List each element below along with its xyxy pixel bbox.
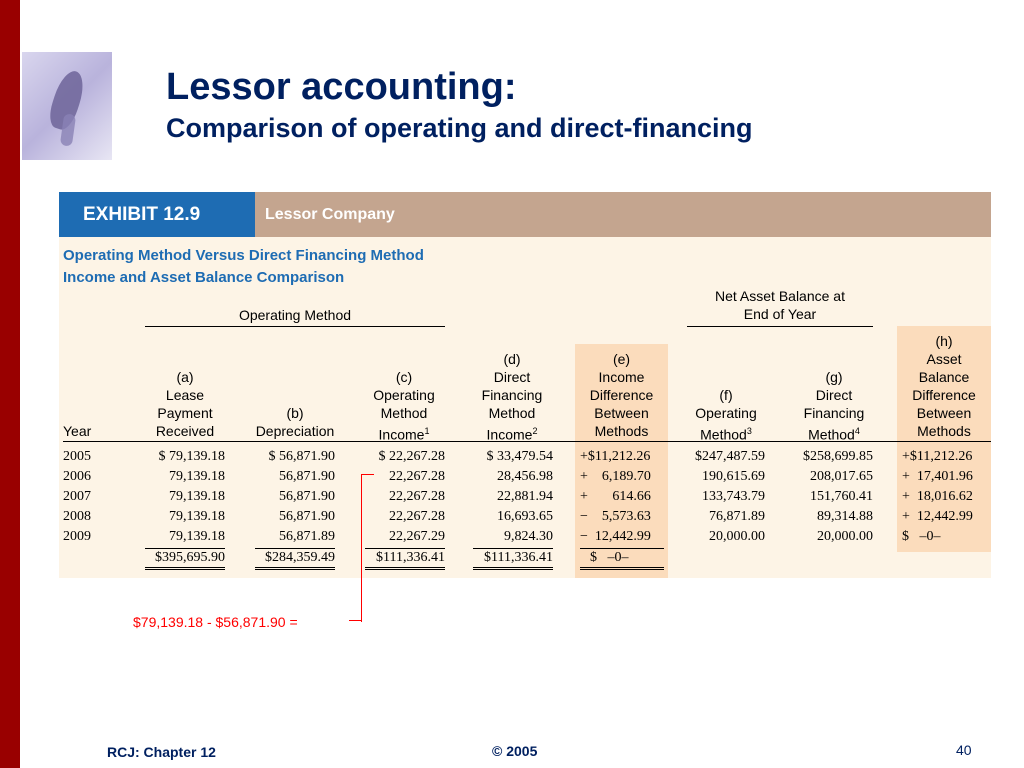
total-e: $ –0–	[580, 548, 664, 570]
row-2008-d: 16,693.65	[497, 509, 553, 524]
header-e: (e) Income Difference Between Methods	[589, 351, 654, 439]
total-d: $111,336.41	[473, 548, 553, 570]
row-2005-e: +$11,212.26	[580, 449, 651, 464]
header-c: (c) Operating Method Income$^1$	[373, 369, 435, 443]
row-2006-f: 190,615.69	[702, 469, 765, 484]
row-2009-h: $ –0–	[902, 529, 941, 544]
depreciation-annotation: $79,139.18 - $56,871.90 =	[133, 614, 298, 630]
exhibit-label: EXHIBIT 12.9	[59, 192, 255, 237]
row-2005-a: $ 79,139.18	[158, 449, 225, 464]
row-2006-c: 22,267.28	[389, 469, 445, 484]
row-2006-g: 208,017.65	[810, 469, 873, 484]
row-2008-year: 2008	[63, 509, 91, 524]
row-2005-g: $258,699.85	[803, 449, 873, 464]
row-2007-g: 151,760.41	[810, 489, 873, 504]
row-2008-f: 76,871.89	[709, 509, 765, 524]
row-2008-g: 89,314.88	[817, 509, 873, 524]
footer-chapter: RCJ: Chapter 12	[107, 744, 216, 760]
row-2007-c: 22,267.28	[389, 489, 445, 504]
operating-method-group-label: Operating Method	[238, 307, 352, 323]
row-2009-b: 56,871.89	[279, 529, 335, 544]
row-2007-year: 2007	[63, 489, 91, 504]
header-h: (h) Asset Balance Difference Between Methods	[912, 333, 976, 439]
total-a: $395,695.90	[145, 548, 225, 570]
page-number: 40	[956, 742, 972, 758]
exhibit-company: Lessor Company	[265, 206, 395, 223]
row-2009-c: 22,267.29	[389, 529, 445, 544]
header-a: (a) Lease Payment Received	[155, 369, 215, 439]
row-2007-b: 56,871.90	[279, 489, 335, 504]
row-2009-year: 2009	[63, 529, 91, 544]
header-g: (g) Direct Financing Method$^4$	[803, 369, 865, 443]
row-2006-d: 28,456.98	[497, 469, 553, 484]
operating-method-group-rule	[145, 326, 445, 327]
header-b: (b) Depreciation	[255, 405, 335, 439]
row-2006-a: 79,139.18	[169, 469, 225, 484]
row-2007-a: 79,139.18	[169, 489, 225, 504]
row-2007-d: 22,881.94	[497, 489, 553, 504]
row-2008-a: 79,139.18	[169, 509, 225, 524]
slide-subtitle: Comparison of operating and direct-financing	[166, 113, 753, 143]
row-2005-c: $ 22,267.28	[378, 449, 445, 464]
header-d: (d) Direct Financing Method Income$^2$	[481, 351, 543, 443]
header-f: (f) Operating Method$^3$	[695, 387, 757, 443]
net-asset-group-rule	[687, 326, 873, 327]
row-2005-year: 2005	[63, 449, 91, 464]
row-2008-b: 56,871.90	[279, 509, 335, 524]
slide-title: Lessor accounting:	[166, 66, 517, 108]
row-2006-e: + 6,189.70	[580, 469, 651, 484]
exhibit-subtitle-line1: Operating Method Versus Direct Financing Method	[63, 247, 424, 264]
exhibit-header	[59, 192, 991, 237]
row-2005-b: $ 56,871.90	[268, 449, 335, 464]
row-2007-h: + 18,016.62	[902, 489, 973, 504]
exhibit-subtitle-line2: Income and Asset Balance Comparison	[63, 269, 345, 286]
row-2009-g: 20,000.00	[817, 529, 873, 544]
slide-logo-image	[22, 52, 112, 160]
row-2007-e: + 614.66	[580, 489, 651, 504]
total-b: $284,359.49	[255, 548, 335, 570]
row-2006-h: + 17,401.96	[902, 469, 973, 484]
net-asset-group-label-2: End of Year	[743, 306, 817, 322]
row-2009-e: − 12,442.99	[580, 529, 651, 544]
annotation-bracket	[361, 474, 374, 622]
row-2009-d: 9,824.30	[504, 529, 553, 544]
row-2008-e: − 5,573.63	[580, 509, 651, 524]
row-2005-f: $247,487.59	[695, 449, 765, 464]
left-accent-bar	[0, 0, 20, 768]
header-rule	[63, 441, 991, 442]
exhibit-table	[59, 192, 991, 578]
total-c: $111,336.41	[365, 548, 445, 570]
row-2008-c: 22,267.28	[389, 509, 445, 524]
footer-copyright: © 2005	[492, 743, 538, 759]
row-2006-year: 2006	[63, 469, 91, 484]
row-2007-f: 133,743.79	[702, 489, 765, 504]
net-asset-group-label-1: Net Asset Balance at	[715, 288, 845, 304]
header-year: Year	[63, 423, 92, 439]
row-2009-a: 79,139.18	[169, 529, 225, 544]
annotation-bracket-tail	[349, 620, 362, 621]
row-2008-h: + 12,442.99	[902, 509, 973, 524]
row-2005-d: $ 33,479.54	[486, 449, 553, 464]
row-2006-b: 56,871.90	[279, 469, 335, 484]
row-2009-f: 20,000.00	[709, 529, 765, 544]
row-2005-h: +$11,212.26	[902, 449, 973, 464]
